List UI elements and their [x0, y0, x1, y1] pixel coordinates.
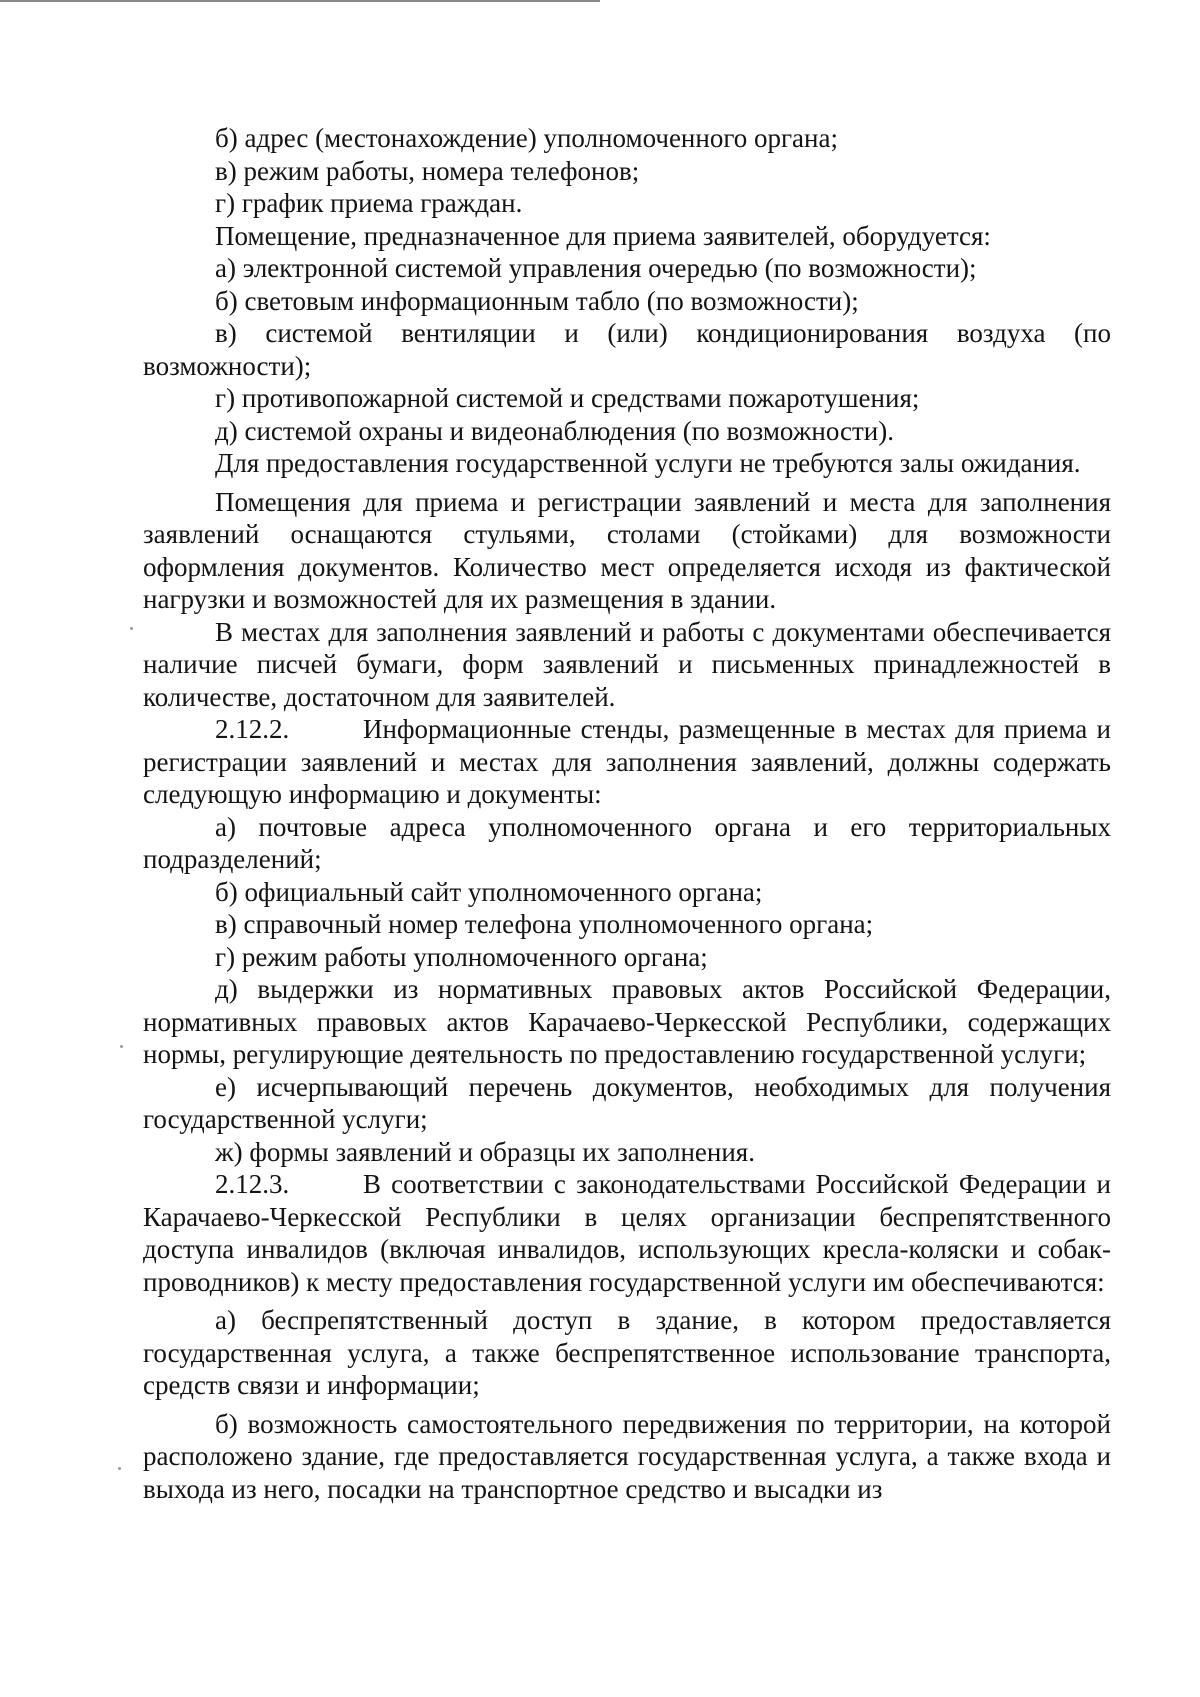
- list-item-d: д) выдержки из нормативных правовых актов Российской Федерации, нормативных правовых актов Карачаево-Черкесской Республики, содержащих нормы, регулирующие деятельность по предоставлению государственной услуги;: [143, 974, 1111, 1069]
- list-item-g: г) график приема граждан.: [215, 188, 523, 218]
- list-item-a: а) почтовые адреса уполномоченного органа и его территориальных подразделений;: [143, 811, 1111, 874]
- list-item-a: а) беспрепятственный доступ в здание, в котором предоставляется государственная услуга, а также беспрепятственное использование транспорта, средств связи и информации;: [143, 1305, 1111, 1400]
- paragraph-premises-equipment: Помещение, предназначенное для приема заявителей, оборудуется:: [215, 220, 991, 251]
- list-item-b: б) официальный сайт уполномоченного органа;: [215, 876, 763, 907]
- list-item-zh: ж) формы заявлений и образцы их заполнения.: [215, 1136, 755, 1167]
- list-item-e: е) исчерпывающий перечень документов, необходимых для получения государственной услуги;: [143, 1071, 1111, 1134]
- clause-number: 2.12.3.: [215, 1169, 290, 1199]
- paragraph-stationery: В местах для заполнения заявлений и работы с документами обеспечивается наличие писчей бумаги, форм заявлений и письменных принадлежностей в количестве, достаточном для заявителей.: [143, 616, 1111, 712]
- scan-speck: [130, 627, 133, 630]
- list-item-a: а) электронной системой управления очередью (по возможности);: [215, 253, 977, 283]
- clause-2-12-2: [143, 713, 1111, 811]
- paragraph-premises-furniture: Помещения для приема и регистрации заявлений и места для заполнения заявлений оснащаются стульями, столами (стойками) для возможности оформления документов. Количество мест определяется исходя из фактической нагрузки и возможностей для их размещения в здании.: [143, 486, 1111, 614]
- list-item-v: в) режим работы, номера телефонов;: [215, 155, 640, 186]
- scan-edge-line: [0, 0, 600, 2]
- document-body: [143, 122, 1111, 1505]
- list-item-v: в) справочный номер телефона уполномоченного органа;: [215, 909, 874, 939]
- list-item-b: б) возможность самостоятельного передвижения по территории, на которой расположено здание, где предоставляется государственная услуга, а также входа и выхода из него, посадки на транспортное средство и высадки из: [143, 1408, 1111, 1504]
- paragraph-waiting-halls: Для предоставления государственной услуги не требуются залы ожидания.: [215, 448, 1081, 478]
- clause-number: 2.12.2.: [215, 714, 290, 744]
- list-item-b: б) адрес (местонахождение) уполномоченного органа;: [215, 123, 838, 153]
- list-item-v: в) системой вентиляции и (или) кондиционирования воздуха (по возможности);: [143, 318, 1111, 381]
- list-item-d: д) системой охраны и видеонаблюдения (по возможности).: [215, 415, 894, 446]
- scan-speck: [118, 1467, 121, 1470]
- list-item-g: г) противопожарной системой и средствами пожаротушения;: [215, 383, 920, 413]
- list-item-g: г) режим работы уполномоченного органа;: [215, 941, 708, 972]
- list-item-b: б) световым информационным табло (по возможности);: [215, 285, 859, 316]
- clause-2-12-3: [143, 1168, 1111, 1298]
- scan-speck: [120, 1045, 123, 1048]
- clause-text: В соответствии с законодательствами Российской Федерации и Карачаево-Черкесской Республики в целях организации беспрепятственного доступа инвалидов (включая инвалидов, использующих кресла-коляски и собак-проводников) к месту предоставления государственной услуги им обеспечиваются:: [143, 1169, 1111, 1297]
- clause-text: Информационные стенды, размещенные в местах для приема и регистрации заявлений и местах для заполнения заявлений, должны содержать следующую информацию и документы:: [143, 714, 1111, 809]
